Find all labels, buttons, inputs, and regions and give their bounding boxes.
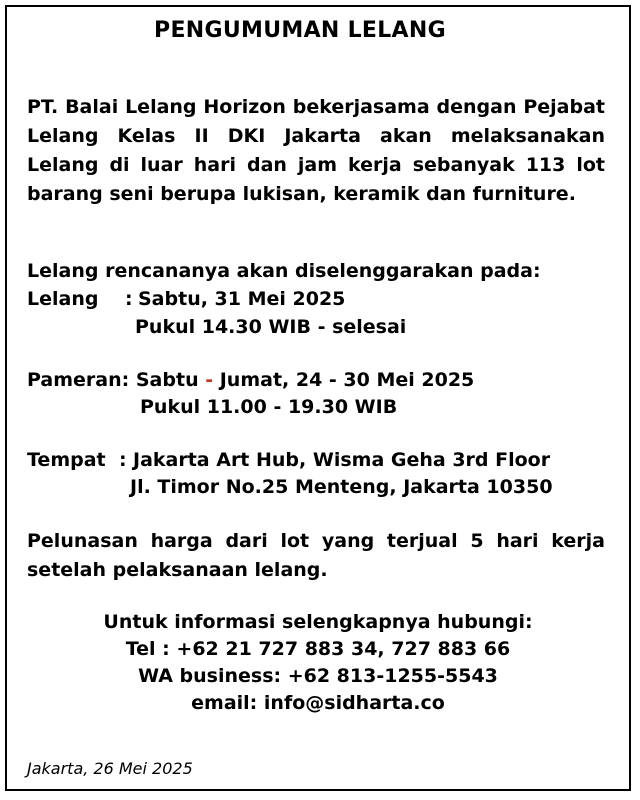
auction-label: Lelang [27,288,99,310]
schedule-intro: Lelang rencananya akan diselenggarakan pada: [27,260,541,282]
venue-line2: Jl. Timor No.25 Menteng, Jakarta 10350 [130,476,553,498]
exhibition-label: Pameran: [27,369,130,391]
contact-tel: Tel : +62 21 727 883 34, 727 883 66 [125,638,511,660]
venue-label: Tempat [27,449,106,471]
contact-heading: Untuk informasi selengkapnya hubungi: [103,611,533,633]
exhibition-time: Pukul 11.00 - 19.30 WIB [140,396,398,418]
exhibition-dash: - [205,369,214,391]
intro-paragraph: PT. Balai Lelang Horizon bekerjasama dengan Pejabat Lelang Kelas II DKI Jakarta akan melaksanakan Lelang di luar hari dan jam kerja sebanyak 113 lot barang seni berupa lukisan, keramik dan furniture. [27,96,605,205]
exhibition-day-rest: Jumat, 24 - 30 Mei 2025 [219,369,475,391]
venue-line1: Jakarta Art Hub, Wisma Geha 3rd Floor [133,449,551,471]
footer-date: Jakarta, 26 Mei 2025 [27,759,193,778]
contact-email: email: info@sidharta.co [191,692,445,714]
contact-wa: WA business: +62 813-1255-5543 [138,665,498,687]
payment-paragraph: Pelunasan harga dari lot yang terjual 5 hari kerja setelah pelaksanaan lelang. [27,530,605,581]
exhibition-day-start: Sabtu [135,369,199,391]
announcement-title: PENGUMUMAN LELANG [154,18,446,43]
auction-time: Pukul 14.30 WIB - selesai [135,316,407,338]
venue-separator: : [119,449,127,471]
auction-separator: : [125,288,133,310]
exhibition-line [27,366,474,395]
auction-date: Sabtu, 31 Mei 2025 [138,288,346,310]
